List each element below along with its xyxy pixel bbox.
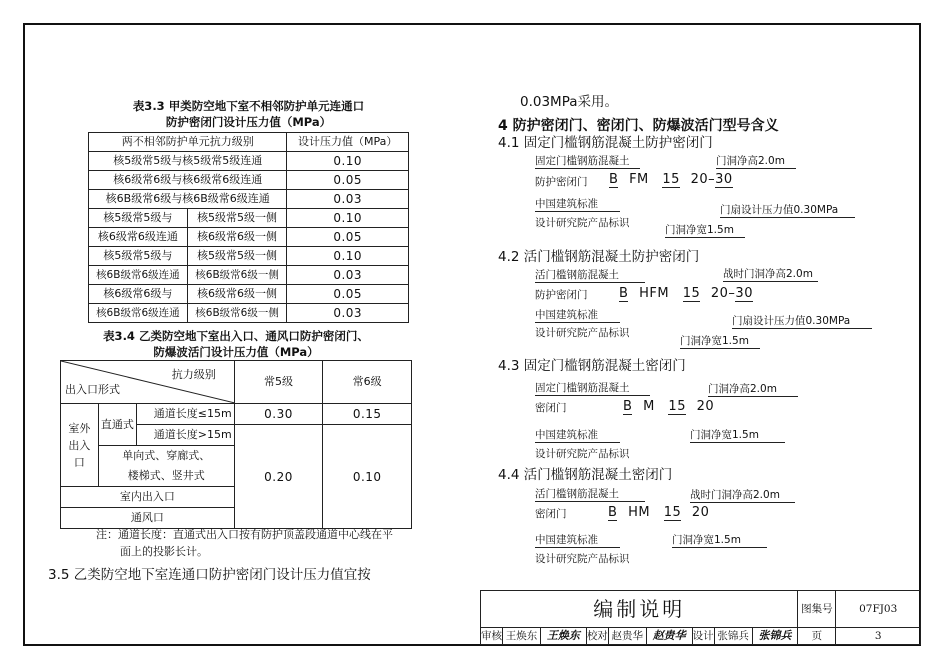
standard-line2: 设计研究院产品标识 bbox=[535, 553, 630, 565]
group-label-cell: 核5级常5级与 bbox=[89, 209, 188, 228]
title-row bbox=[481, 591, 921, 628]
side-cell: 核6B级常6级一侧 bbox=[187, 266, 287, 285]
check-label: 校对 bbox=[586, 628, 608, 645]
height-note: 战时门洞净高2.0m bbox=[690, 487, 795, 503]
code-height: 20 bbox=[696, 399, 715, 414]
value-cell: 0.03 bbox=[287, 190, 409, 209]
code-width: 15 bbox=[668, 399, 686, 414]
value-cell: 0.05 bbox=[287, 228, 409, 247]
model-code: B HFM 15 20–30 bbox=[619, 286, 753, 301]
side-cell: 核5级常5级一侧 bbox=[187, 247, 287, 266]
note-line: 面上的投影长计。 bbox=[120, 545, 208, 558]
indoor-entrance-cell: 室内出入口 bbox=[61, 487, 235, 508]
code-pressure: 30 bbox=[715, 172, 733, 187]
table-row bbox=[89, 152, 409, 171]
table-3-4 bbox=[60, 360, 412, 529]
code-width: 15 bbox=[662, 172, 680, 187]
pressure-note: 门扇设计压力值0.30MPa bbox=[720, 202, 855, 218]
side-cell: 核6B级常6级一侧 bbox=[187, 304, 287, 323]
table-row bbox=[89, 190, 409, 209]
table-row bbox=[89, 304, 409, 323]
drawing-title: 编制说明 bbox=[481, 591, 798, 628]
header-cell: 两不相邻防护单元抗力级别 bbox=[89, 133, 287, 152]
standard-line1: 中国建筑标准 bbox=[535, 532, 620, 548]
page-label: 页 bbox=[798, 628, 836, 645]
review-label: 审核 bbox=[481, 628, 503, 645]
table-row bbox=[89, 209, 409, 228]
standard-line2: 设计研究院产品标识 bbox=[535, 327, 630, 339]
side-cell: 核6级常6级一侧 bbox=[187, 228, 287, 247]
header-cell: 设计压力值（MPa） bbox=[287, 133, 409, 152]
code-type: FM bbox=[629, 172, 649, 187]
group-label-cell: 核6B级常6级连通 bbox=[89, 304, 188, 323]
title-block bbox=[480, 590, 921, 645]
code-height: 20 bbox=[710, 286, 729, 301]
value-cell: 0.10 bbox=[287, 152, 409, 171]
level-cell: 核6B级常6级与核6B级常6级连通 bbox=[89, 190, 287, 209]
entrance-type-cell: 楼梯式、竖井式 bbox=[98, 466, 234, 487]
vent-cell: 通风口 bbox=[61, 508, 235, 529]
width-note: 门洞净宽1.5m bbox=[672, 532, 767, 548]
group-label-cell: 核5级常5级与 bbox=[89, 247, 188, 266]
note-line: 注：通道长度：直通式出入口按有防护顶盖段通道中心线在平 bbox=[96, 528, 393, 541]
type-line1: 活门槛钢筋混凝土 bbox=[535, 486, 645, 502]
check-name: 赵贵华 bbox=[608, 628, 646, 645]
height-note: 战时门洞净高2.0m bbox=[723, 266, 818, 282]
value-cell: 0.10 bbox=[287, 209, 409, 228]
design-signature: 张锦兵 bbox=[752, 628, 798, 645]
header-cell: 常6级 bbox=[323, 361, 412, 404]
straight-type-cell: 直通式 bbox=[98, 404, 136, 446]
width-note: 门洞净宽1.5m bbox=[680, 333, 760, 349]
standard-line2: 设计研究院产品标识 bbox=[535, 448, 630, 460]
atlas-number: 07FJ03 bbox=[836, 591, 921, 628]
table-row bbox=[61, 404, 412, 425]
height-note: 门洞净高2.0m bbox=[708, 381, 798, 397]
type-line1: 活门槛钢筋混凝土 bbox=[535, 267, 645, 283]
model-code bbox=[623, 399, 714, 414]
value-cell: 0.15 bbox=[323, 404, 412, 425]
page-number: 3 bbox=[836, 628, 921, 645]
section-4-2-title: 4.2 活门槛钢筋混凝土防护密闭门 bbox=[498, 249, 700, 265]
section-4-3-title: 4.3 固定门槛钢筋混凝土密闭门 bbox=[498, 358, 686, 374]
merged-value-cell: 0.20 bbox=[234, 425, 323, 529]
standard-line1: 中国建筑标准 bbox=[535, 427, 620, 443]
type-line2: 密闭门 bbox=[535, 508, 567, 520]
atlas-label: 图集号 bbox=[798, 591, 836, 628]
type-line2: 密闭门 bbox=[535, 402, 567, 414]
value-cell: 0.30 bbox=[234, 404, 323, 425]
caption-line: 表3.3 甲类防空地下室不相邻防护单元连通口 bbox=[132, 99, 365, 113]
width-note: 门洞净宽1.5m bbox=[665, 222, 745, 238]
code-width: 15 bbox=[663, 505, 682, 520]
code-b: B bbox=[609, 172, 619, 187]
merged-value-cell: 0.10 bbox=[323, 425, 412, 529]
value-cell: 0.05 bbox=[287, 171, 409, 190]
section-3-5-line2: 0.03MPa采用。 bbox=[520, 94, 619, 110]
level-cell: 核6级常6级与核6级常6级连通 bbox=[89, 171, 287, 190]
standard-line2: 设计研究院产品标识 bbox=[535, 217, 630, 229]
section-3-5-line1: 3.5 乙类防空地下室连通口防护密闭门设计压力值宜按 bbox=[48, 567, 371, 583]
type-line1: 固定门槛钢筋混凝土 bbox=[535, 153, 640, 169]
value-cell: 0.03 bbox=[287, 304, 409, 323]
table-row bbox=[89, 171, 409, 190]
table-note bbox=[96, 526, 393, 560]
section-4-heading: 4 防护密闭门、密闭门、防爆波活门型号含义 bbox=[498, 118, 779, 134]
section-4-1-title: 4.1 固定门槛钢筋混凝土防护密闭门 bbox=[498, 135, 713, 151]
length-cell: 通道长度>15m bbox=[136, 425, 234, 446]
value-cell: 0.10 bbox=[287, 247, 409, 266]
outdoor-entrance-cell: 室外出入口 bbox=[61, 404, 99, 487]
height-note: 门洞净高2.0m bbox=[716, 153, 796, 169]
caption-line: 防护密闭门设计压力值（MPa） bbox=[165, 115, 332, 129]
caption-line: 防爆波活门设计压力值（MPa） bbox=[153, 345, 319, 359]
review-name: 王焕东 bbox=[503, 628, 541, 645]
pressure-note: 门扇设计压力值0.30MPa bbox=[732, 313, 872, 329]
code-width: 15 bbox=[682, 286, 701, 301]
standard-line1: 中国建筑标准 bbox=[535, 307, 620, 323]
table-3-3-caption bbox=[88, 98, 409, 130]
group-label-cell: 核6B级常6级连通 bbox=[89, 266, 188, 285]
check-signature: 赵贵华 bbox=[646, 628, 692, 645]
code-height: 20 bbox=[690, 172, 709, 187]
table-header-row bbox=[61, 361, 412, 404]
model-code: B FM 15 20–30 bbox=[609, 172, 733, 187]
code-type: M bbox=[643, 399, 655, 414]
value-cell: 0.03 bbox=[287, 266, 409, 285]
length-cell: 通道长度≤15m bbox=[136, 404, 234, 425]
signature-row bbox=[481, 628, 921, 645]
table-3-4-caption bbox=[60, 328, 412, 360]
code-type: HFM bbox=[639, 286, 670, 301]
design-name: 张锦兵 bbox=[714, 628, 752, 645]
table-row bbox=[89, 285, 409, 304]
code-b: B bbox=[619, 286, 629, 301]
side-cell: 核5级常5级一侧 bbox=[187, 209, 287, 228]
group-label-cell: 核6级常6级连通 bbox=[89, 228, 188, 247]
type-line2: 防护密闭门 bbox=[535, 176, 588, 188]
value-cell: 0.05 bbox=[287, 285, 409, 304]
table-row bbox=[89, 247, 409, 266]
table-header-row bbox=[89, 133, 409, 152]
group-label-cell: 核6级常6级与 bbox=[89, 285, 188, 304]
side-cell: 核6级常6级一侧 bbox=[187, 285, 287, 304]
standard-line1: 中国建筑标准 bbox=[535, 196, 620, 212]
header-cell: 常5级 bbox=[234, 361, 323, 404]
width-note: 门洞净宽1.5m bbox=[690, 427, 785, 443]
level-cell: 核5级常5级与核5级常5级连通 bbox=[89, 152, 287, 171]
code-type: HM bbox=[628, 505, 651, 520]
code-pressure: 30 bbox=[735, 286, 753, 301]
table-row bbox=[89, 266, 409, 285]
code-height: 20 bbox=[691, 505, 710, 520]
type-line2: 防护密闭门 bbox=[535, 289, 588, 301]
code-b: B bbox=[623, 399, 633, 414]
model-code bbox=[608, 505, 709, 520]
code-b: B bbox=[608, 505, 618, 520]
resistance-level-label: 抗力级别 bbox=[171, 368, 216, 381]
diagonal-header-cell bbox=[61, 361, 235, 404]
section-4-4-title: 4.4 活门槛钢筋混凝土密闭门 bbox=[498, 467, 673, 483]
entrance-form-label: 出入口形式 bbox=[65, 383, 120, 396]
table-3-3 bbox=[88, 132, 409, 323]
entrance-type-cell: 单向式、穿廊式、 bbox=[98, 446, 234, 467]
type-line1: 固定门槛钢筋混凝土 bbox=[535, 380, 650, 396]
caption-line: 表3.4 乙类防空地下室出入口、通风口防护密闭门、 bbox=[103, 329, 369, 343]
table-row bbox=[89, 228, 409, 247]
review-signature: 王焕东 bbox=[540, 628, 586, 645]
design-label: 设计 bbox=[692, 628, 714, 645]
